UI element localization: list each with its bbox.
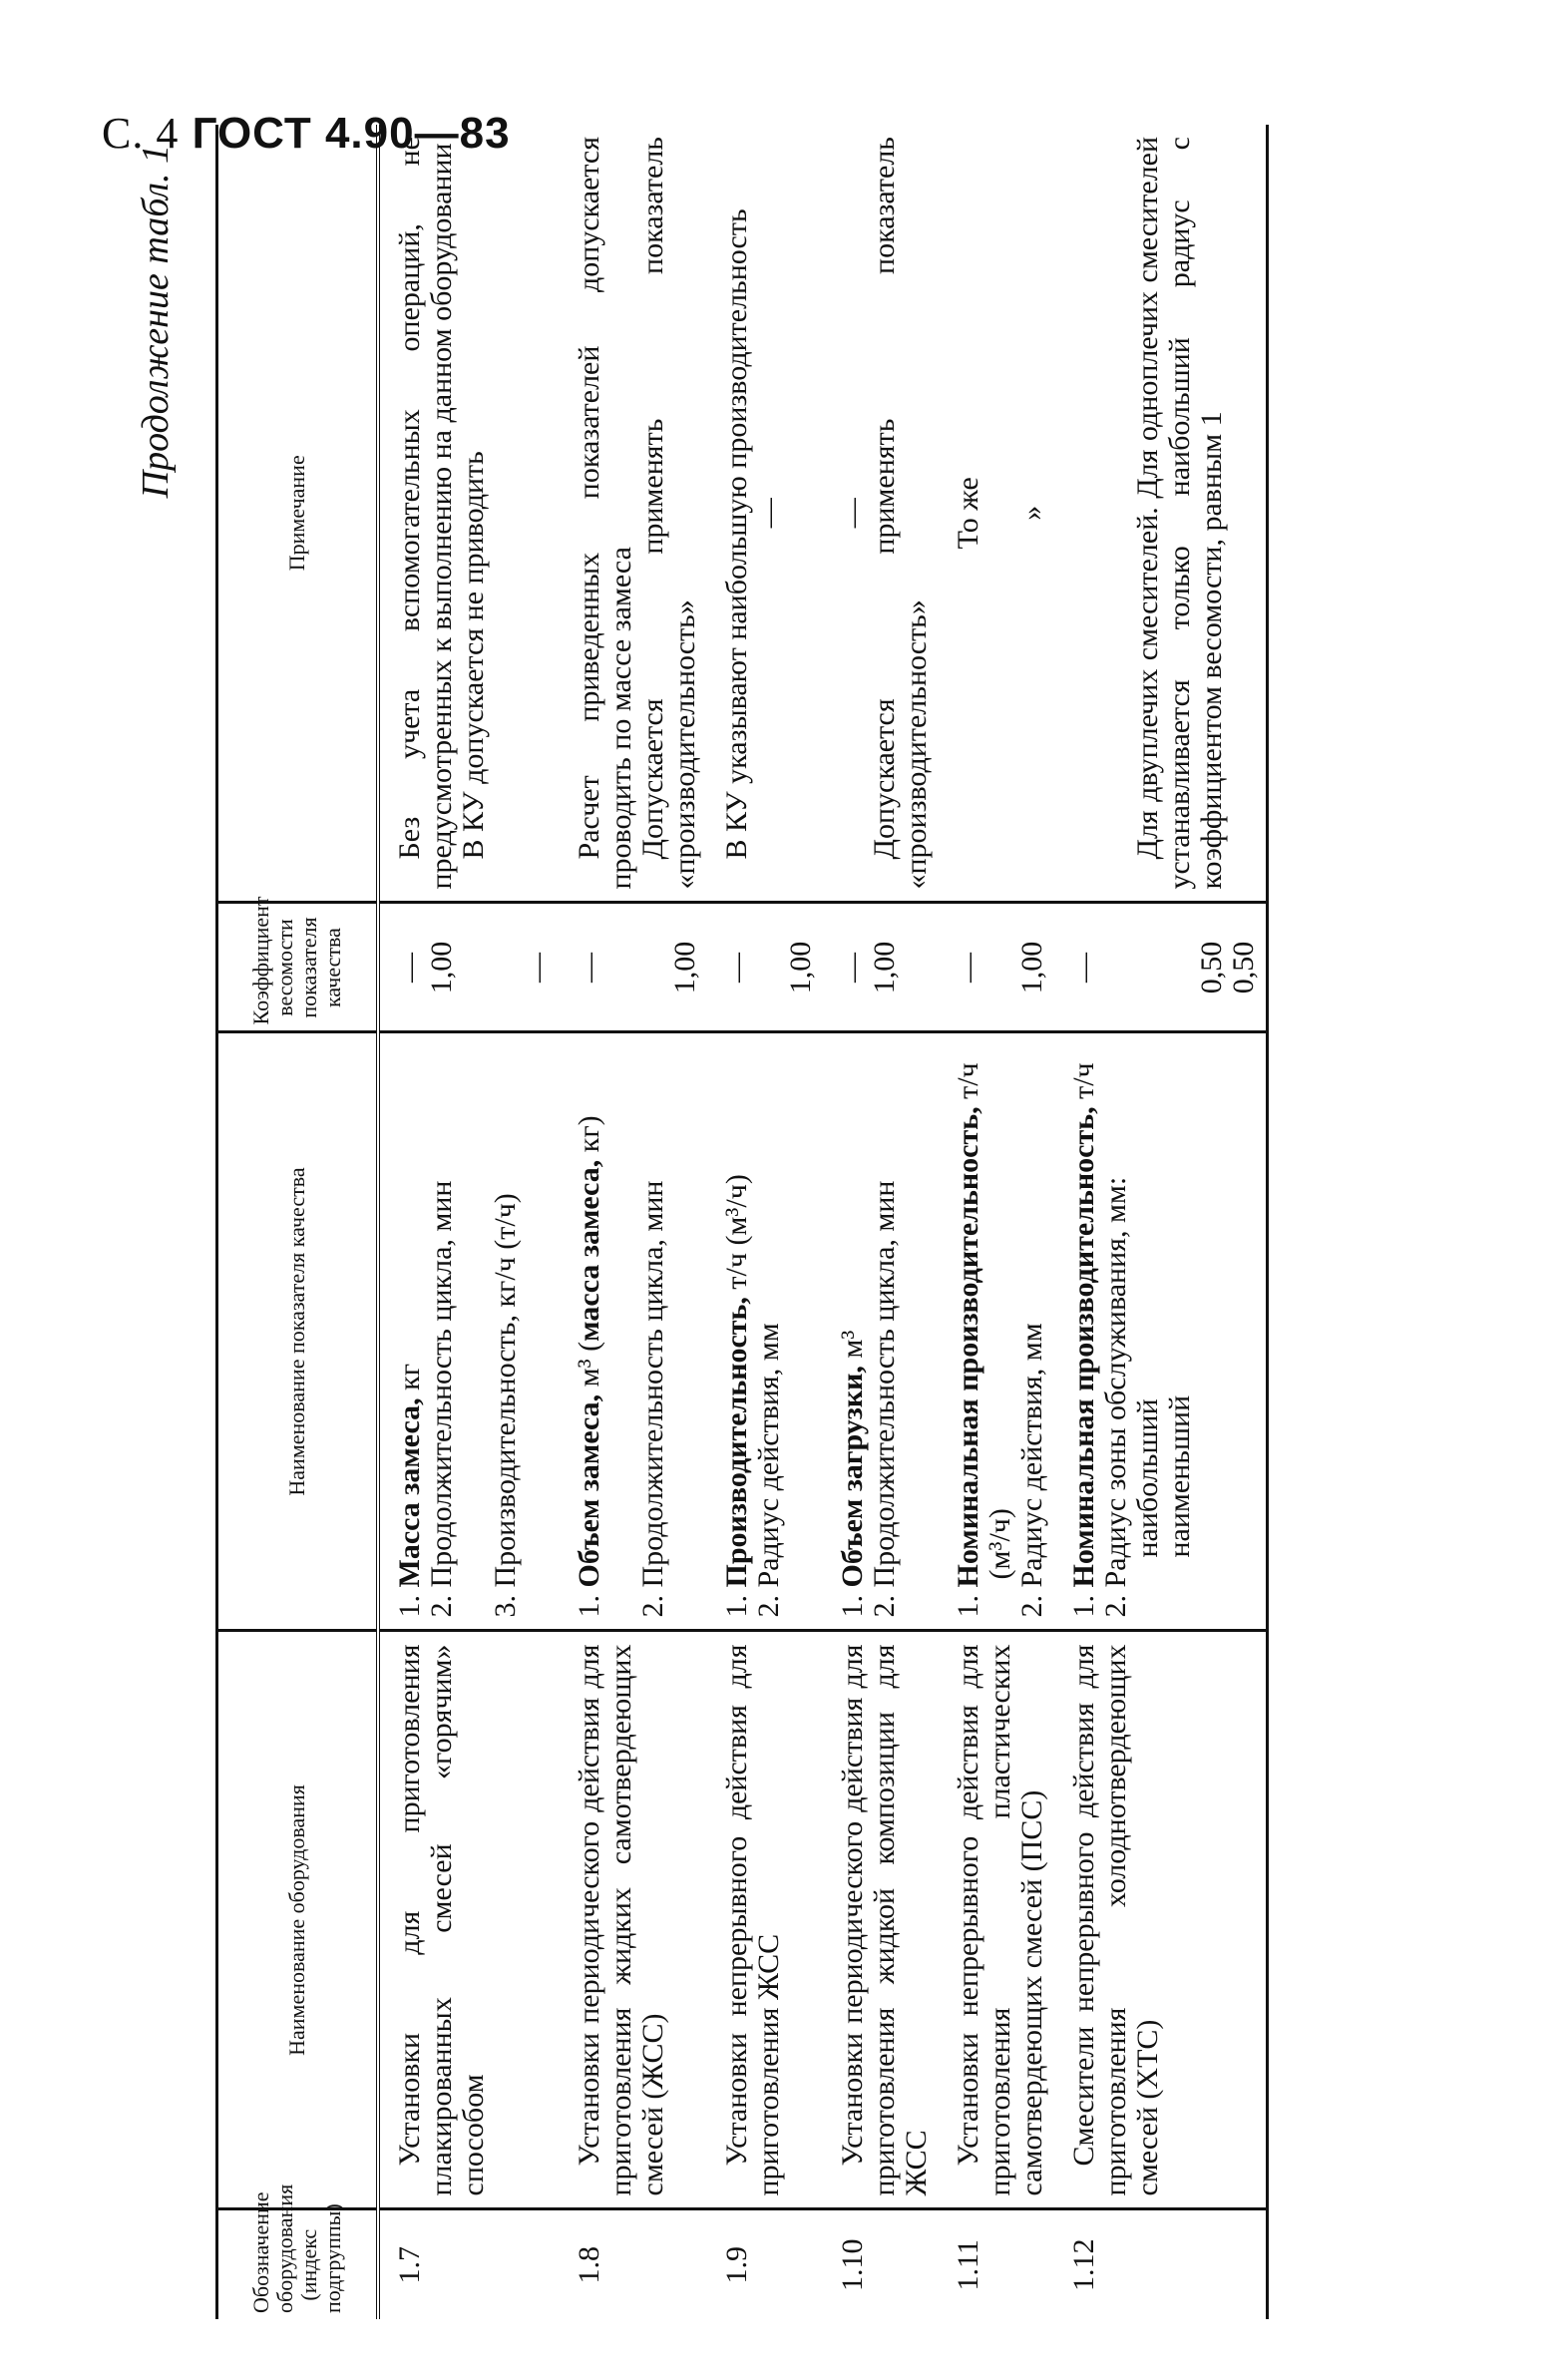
row-code: 1.8: [573, 2246, 605, 2284]
coefficient-values: — 1,00: [560, 903, 707, 1032]
row-code: 1.11: [952, 2239, 984, 2291]
quality-indicators-table: [215, 125, 1269, 2319]
table-row: [378, 125, 560, 2319]
equipment-name: Установки периодического действия для приготовления жидкой композиции для ЖСС: [823, 1631, 939, 2209]
table-row: [939, 125, 1054, 2319]
page-number: С. 4: [102, 109, 180, 158]
note-text: Расчет приведенных показателей допускается проводить по массе замеса Допускается применять показатель «производительность»: [560, 125, 707, 903]
coefficient-values: — 0,50 0,50: [1054, 903, 1268, 1032]
table-row: [1054, 125, 1268, 2319]
coefficient-values: — 1,00: [707, 903, 823, 1032]
col-designation-header: Обозначение оборудования (индекс подгруппы): [217, 2209, 379, 2319]
indicator-list: 1. Номинальная производительность, т/ч (м³/ч) 2. Радиус действия, мм: [939, 1032, 1054, 1631]
rotated-table-region: [135, 125, 1347, 2319]
indicator-list: 1. Масса замеса, кг 2. Продолжительность цикла, мин 3. Производительность, кг/ч (т/ч): [378, 1032, 560, 1631]
indicator-list: 1. Производительность, т/ч (м³/ч) 2. Радиус действия, мм: [707, 1032, 823, 1631]
row-code: 1.12: [1067, 2238, 1100, 2291]
row-code: 1.10: [836, 2238, 869, 2291]
coefficient-values: — 1,00: [823, 903, 939, 1032]
equipment-name: Установки непрерывного действия для приготовления пластических самотвердеющих смесей (ПСС): [939, 1631, 1054, 2209]
col-indicator-header: Наименование показателя качества: [217, 1032, 379, 1631]
col-coefficient-header: Коэффициент весомости показателя качества: [217, 903, 379, 1032]
table-header-row: [217, 125, 379, 2319]
col-equipment-header: Наименование оборудования: [217, 1631, 379, 2209]
document-code: ГОСТ 4.90—83: [192, 109, 511, 158]
note-text: То же »: [939, 125, 1054, 903]
note-text: Без учета вспомогательных операций, не предусмотренных к выполнению на данном оборудовании В КУ допускается не приводить: [378, 125, 560, 903]
equipment-name: Установки для приготовления плакированных смесей «горячим» способом: [378, 1631, 560, 2209]
col-note-header: Примечание: [217, 125, 379, 903]
equipment-name: Смесители непрерывного действия для приготовления холоднотвердеющих смесей (ХТС): [1054, 1631, 1268, 2209]
table-row: [823, 125, 939, 2319]
coefficient-values: — 1,00: [939, 903, 1054, 1032]
note-text: — Допускается применять показатель «производительность»: [823, 125, 939, 903]
indicator-list: 1. Номинальная производительность, т/ч 2. Радиус зоны обслуживания, мм: наибольший наименьший: [1054, 1032, 1268, 1631]
table-row: [707, 125, 823, 2319]
table-row: [560, 125, 707, 2319]
note-text: В КУ указывают наибольшую производительность —: [707, 125, 823, 903]
equipment-name: Установки периодического действия для приготовления жидких самотвердеющих смесей (ЖСС): [560, 1631, 707, 2209]
indicator-list: 1. Объем загрузки, м³ 2. Продолжительность цикла, мин: [823, 1032, 939, 1631]
note-text: Для двуплечих смесителей. Для одноплечих смесителей устанавливается только наибольший радиус с коэффициентом весомости, равным 1: [1054, 125, 1268, 903]
row-code: 1.7: [393, 2246, 426, 2284]
equipment-name: Установки непрерывного действия для приготовления ЖСС: [707, 1631, 823, 2209]
row-code: 1.9: [720, 2246, 753, 2284]
continuation-label: Продолжение табл. 1: [135, 145, 177, 499]
coefficient-values: — 1,00 —: [378, 903, 560, 1032]
indicator-list: 1. Объем замеса, м³ (масса замеса, кг) 2. Продолжительность цикла, мин: [560, 1032, 707, 1631]
